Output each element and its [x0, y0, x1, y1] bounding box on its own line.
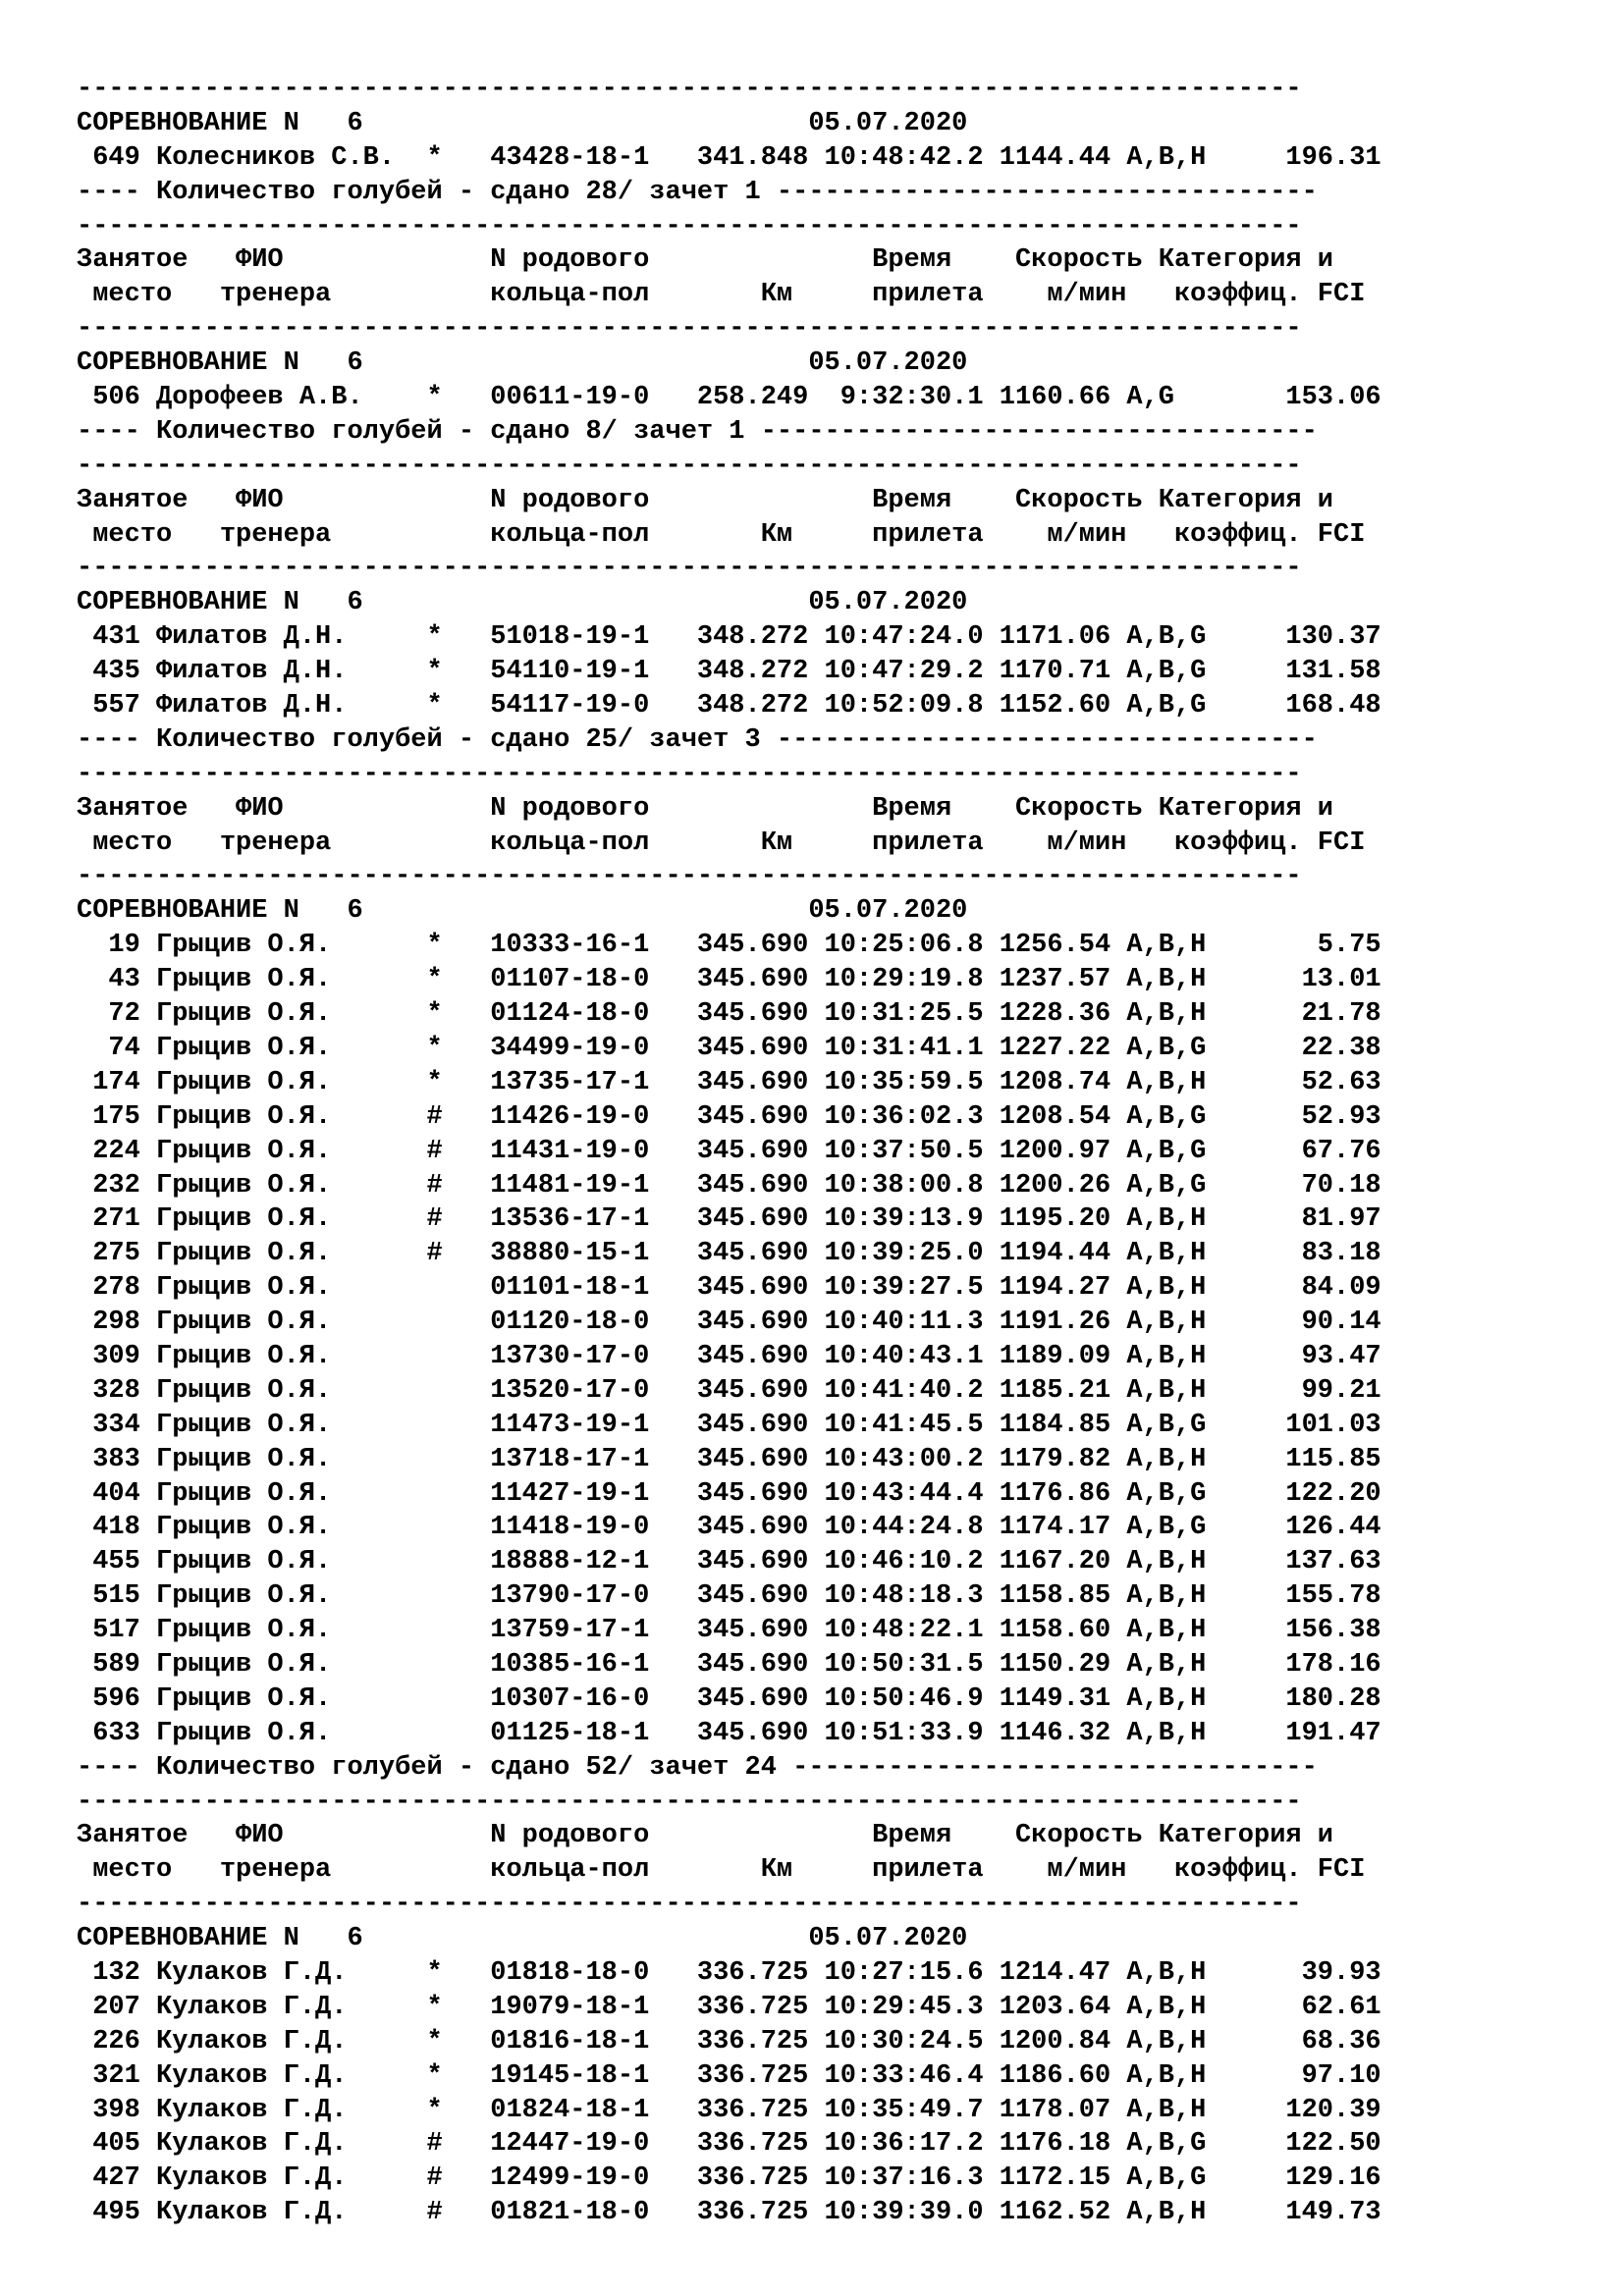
divider-line: -----------------------------------------------------------------------------	[77, 314, 1302, 345]
divider-line: -----------------------------------------------------------------------------	[77, 759, 1302, 789]
result-row: 298 Грыцив О.Я. 01120-18-0 345.690 10:40:11.3 1191.26 A,B,H 90.14	[77, 1308, 1381, 1338]
result-row: 226 Кулаков Г.Д. * 01816-18-1 336.725 10:30:24.5 1200.84 A,B,H 68.36	[77, 2026, 1381, 2056]
result-row: 427 Кулаков Г.Д. # 12499-19-0 336.725 10:37:16.3 1172.15 A,B,G 129.16	[77, 2163, 1381, 2194]
result-row: 596 Грыцив О.Я. 10307-16-0 345.690 10:50:46.9 1149.31 A,B,H 180.28	[77, 1683, 1381, 1714]
column-header: Занятое ФИО N родового Время Скорость Категория и	[77, 1821, 1334, 1851]
column-header: место тренера кольца-пол Км прилета м/мин коэффиц. FCI	[77, 519, 1366, 550]
result-row: 275 Грыцив О.Я. # 38880-15-1 345.690 10:39:25.0 1194.44 A,B,H 83.18	[77, 1239, 1381, 1269]
divider-line: -----------------------------------------------------------------------------	[77, 75, 1302, 104]
competition-header: СОРЕВНОВАНИЕ N 6 05.07.2020	[77, 108, 968, 138]
divider-line: -----------------------------------------------------------------------------	[77, 1890, 1302, 1920]
result-row: 633 Грыцив О.Я. 01125-18-1 345.690 10:51:33.9 1146.32 A,B,H 191.47	[77, 1718, 1381, 1748]
result-row: 515 Грыцив О.Я. 13790-17-0 345.690 10:48:18.3 1158.85 A,B,H 155.78	[77, 1581, 1381, 1612]
result-row: 132 Кулаков Г.Д. * 01818-18-0 336.725 10:27:15.6 1214.47 A,B,H 39.93	[77, 1957, 1381, 1988]
result-row: 405 Кулаков Г.Д. # 12447-19-0 336.725 10:36:17.2 1176.18 A,B,G 122.50	[77, 2129, 1381, 2160]
result-row: 418 Грыцив О.Я. 11418-19-0 345.690 10:44:24.8 1174.17 A,B,G 126.44	[77, 1513, 1381, 1543]
column-header: Занятое ФИО N родового Время Скорость Категория и	[77, 245, 1334, 276]
result-row: 309 Грыцив О.Я. 13730-17-0 345.690 10:40:43.1 1189.09 A,B,H 93.47	[77, 1341, 1381, 1371]
divider-line: -----------------------------------------------------------------------------	[77, 211, 1302, 241]
result-row: 455 Грыцив О.Я. 18888-12-1 345.690 10:46:10.2 1167.20 A,B,H 137.63	[77, 1547, 1381, 1577]
result-row: 404 Грыцив О.Я. 11427-19-1 345.690 10:43:44.4 1176.86 A,B,G 122.20	[77, 1478, 1381, 1509]
column-header: Занятое ФИО N родового Время Скорость Категория и	[77, 793, 1334, 824]
result-row: 175 Грыцив О.Я. # 11426-19-0 345.690 10:36:02.3 1208.54 A,B,G 52.93	[77, 1101, 1381, 1132]
result-row: 271 Грыцив О.Я. # 13536-17-1 345.690 10:39:13.9 1195.20 A,B,H 81.97	[77, 1204, 1381, 1235]
result-row: 431 Филатов Д.Н. * 51018-19-1 348.272 10:47:24.0 1171.06 A,B,G 130.37	[77, 622, 1381, 653]
divider-line: -----------------------------------------------------------------------------	[77, 862, 1302, 892]
competition-header: СОРЕВНОВАНИЕ N 6 05.07.2020	[77, 588, 968, 618]
summary-line: ---- Количество голубей - сдано 8/ зачет 1 -----------------------------------	[77, 416, 1318, 447]
result-row: 224 Грыцив О.Я. # 11431-19-0 345.690 10:37:50.5 1200.97 A,B,G 67.76	[77, 1136, 1381, 1166]
result-row: 435 Филатов Д.Н. * 54110-19-1 348.272 10:47:29.2 1170.71 A,B,G 131.58	[77, 657, 1381, 687]
competition-header: СОРЕВНОВАНИЕ N 6 05.07.2020	[77, 348, 968, 379]
divider-line: -----------------------------------------------------------------------------	[77, 451, 1302, 481]
result-row: 278 Грыцив О.Я. 01101-18-1 345.690 10:39:27.5 1194.27 A,B,H 84.09	[77, 1273, 1381, 1304]
summary-line: ---- Количество голубей - сдано 52/ зачет 24 ---------------------------------	[77, 1752, 1318, 1783]
column-header: место тренера кольца-пол Км прилета м/мин коэффиц. FCI	[77, 280, 1366, 310]
result-row: 495 Кулаков Г.Д. # 01821-18-0 336.725 10:39:39.0 1162.52 A,B,H 149.73	[77, 2198, 1381, 2228]
result-row: 506 Дорофеев А.В. * 00611-19-0 258.249 9:32:30.1 1160.66 A,G 153.06	[77, 383, 1381, 413]
results-listing	[77, 73, 1381, 2230]
result-row: 174 Грыцив О.Я. * 13735-17-1 345.690 10:35:59.5 1208.74 A,B,H 52.63	[77, 1067, 1381, 1097]
result-row: 383 Грыцив О.Я. 13718-17-1 345.690 10:43:00.2 1179.82 A,B,H 115.85	[77, 1444, 1381, 1474]
result-row: 72 Грыцив О.Я. * 01124-18-0 345.690 10:31:25.5 1228.36 A,B,H 21.78	[77, 999, 1381, 1030]
result-row: 589 Грыцив О.Я. 10385-16-1 345.690 10:50:31.5 1150.29 A,B,H 178.16	[77, 1649, 1381, 1680]
column-header: место тренера кольца-пол Км прилета м/мин коэффиц. FCI	[77, 828, 1366, 858]
result-row: 649 Колесников С.В. * 43428-18-1 341.848 10:48:42.2 1144.44 A,B,H 196.31	[77, 142, 1381, 173]
result-row: 321 Кулаков Г.Д. * 19145-18-1 336.725 10:33:46.4 1186.60 A,B,H 97.10	[77, 2060, 1381, 2091]
column-header: Занятое ФИО N родового Время Скорость Категория и	[77, 485, 1334, 515]
summary-line: ---- Количество голубей - сдано 28/ зачет 1 ----------------------------------	[77, 177, 1318, 207]
competition-header: СОРЕВНОВАНИЕ N 6 05.07.2020	[77, 1924, 968, 1954]
result-row: 517 Грыцив О.Я. 13759-17-1 345.690 10:48:22.1 1158.60 A,B,H 156.38	[77, 1616, 1381, 1646]
summary-line: ---- Количество голубей - сдано 25/ зачет 3 ----------------------------------	[77, 724, 1318, 755]
competition-header: СОРЕВНОВАНИЕ N 6 05.07.2020	[77, 896, 968, 927]
result-row: 557 Филатов Д.Н. * 54117-19-0 348.272 10:52:09.8 1152.60 A,B,G 168.48	[77, 691, 1381, 721]
divider-line: -----------------------------------------------------------------------------	[77, 554, 1302, 584]
result-row: 398 Кулаков Г.Д. * 01824-18-1 336.725 10:35:49.7 1178.07 A,B,H 120.39	[77, 2095, 1381, 2125]
result-row: 334 Грыцив О.Я. 11473-19-1 345.690 10:41:45.5 1184.85 A,B,G 101.03	[77, 1410, 1381, 1440]
result-row: 207 Кулаков Г.Д. * 19079-18-1 336.725 10:29:45.3 1203.64 A,B,H 62.61	[77, 1992, 1381, 2022]
divider-line: -----------------------------------------------------------------------------	[77, 1787, 1302, 1817]
result-row: 74 Грыцив О.Я. * 34499-19-0 345.690 10:31:41.1 1227.22 A,B,G 22.38	[77, 1033, 1381, 1063]
result-row: 19 Грыцив О.Я. * 10333-16-1 345.690 10:25:06.8 1256.54 A,B,H 5.75	[77, 931, 1381, 961]
column-header: место тренера кольца-пол Км прилета м/мин коэффиц. FCI	[77, 1855, 1366, 1886]
result-row: 43 Грыцив О.Я. * 01107-18-0 345.690 10:29:19.8 1237.57 A,B,H 13.01	[77, 965, 1381, 995]
result-row: 328 Грыцив О.Я. 13520-17-0 345.690 10:41:40.2 1185.21 A,B,H 99.21	[77, 1375, 1381, 1406]
result-row: 232 Грыцив О.Я. # 11481-19-1 345.690 10:38:00.8 1200.26 A,B,G 70.18	[77, 1170, 1381, 1201]
